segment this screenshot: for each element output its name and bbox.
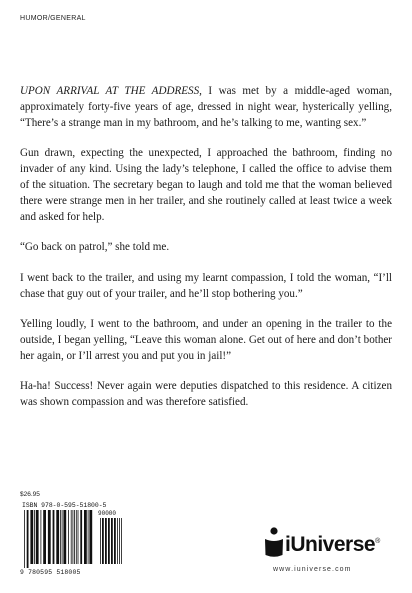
story-lead-phrase: UPON ARRIVAL AT THE ADDRESS,: [20, 85, 202, 97]
barcode-icon: [18, 510, 126, 570]
barcode-bar: [71, 510, 72, 564]
barcode-bar: [89, 510, 92, 564]
barcode-addon-bar: [105, 518, 107, 564]
barcode-bar: [34, 510, 35, 564]
story-paragraph-1-text: I was met by a middle-aged woman, approximately forty-five years of age, dressed in night wear, hysterically yelling, “There’s a strange man in my bathroom, and he’s talking to me, wanting sex.”: [20, 85, 392, 129]
barcode-bar: [41, 510, 42, 564]
barcode-addon-bar: [117, 518, 118, 564]
barcode-addon-bar: [102, 518, 104, 564]
barcode-bar: [43, 510, 46, 564]
registered-mark-icon: ®: [375, 538, 380, 545]
barcode-bar: [53, 510, 55, 564]
isbn-number: ISBN 978-0-595-51800-5: [22, 502, 107, 509]
barcode-addon-bar: [100, 518, 101, 564]
story-paragraph-4: I went back to the trailer, and using my learnt compassion, I told the woman, “I’ll chase that guy out of your trailer, and he’ll stop bothering you.”: [20, 271, 392, 300]
barcode-bar: [84, 510, 87, 564]
story-paragraph-6: Ha-ha! Success! Never again were deputies dispatched to this residence. A citizen was shown compassion and was therefore satisfied.: [20, 380, 392, 409]
genre-label: HUMOR/GENERAL: [20, 15, 86, 22]
barcode-bar: [60, 510, 61, 564]
barcode-addon-bar: [111, 518, 113, 564]
barcode-bar: [27, 510, 29, 568]
barcode-bar: [63, 510, 66, 564]
barcode-addon-bar: [114, 518, 116, 564]
barcode-bar: [56, 510, 59, 564]
barcode-bar: [78, 510, 79, 564]
barcode-bar: [88, 510, 89, 564]
barcode-addon-number: 90000: [98, 510, 117, 517]
barcode-addon-bar: [121, 518, 122, 564]
publisher-name: [285, 533, 380, 557]
barcode-bar: [48, 510, 51, 564]
publisher-logo: [262, 520, 402, 580]
story-paragraph-3: “Go back on patrol,” she told me.: [20, 241, 170, 254]
barcode-bar: [36, 510, 39, 564]
story-paragraph-1: [20, 84, 392, 132]
story-paragraph-5: Yelling loudly, I went to the bathroom, and under an opening in the trailer to the outside, I began yelling, “Leave this woman alone. Get out of here and don’t bother her again, or I’ll arrest you and put you in jail!”: [20, 317, 392, 362]
barcode-bar: [62, 510, 63, 564]
publisher-name-text: iUniverse: [285, 533, 376, 556]
isbn-barcode: [18, 500, 126, 578]
barcode-bar: [30, 510, 33, 564]
barcode-bar: [68, 510, 69, 564]
barcode-bar: [80, 510, 82, 564]
price-label: $26.95: [20, 491, 40, 498]
barcode-bar: [74, 510, 75, 564]
back-cover-story: [20, 84, 392, 426]
publisher-url: www.iuniverse.com: [273, 566, 352, 573]
iuniverse-mark-icon: [262, 520, 286, 562]
barcode-bar: [76, 510, 77, 564]
barcode-addon-bar: [119, 518, 120, 564]
barcode-bar: [73, 510, 74, 564]
barcode-digits: 9 780595 518005: [20, 569, 81, 576]
barcode-bar: [24, 510, 25, 568]
story-paragraph-2: Gun drawn, expecting the unexpected, I approached the bathroom, finding no invader of any kind. Using the lady’s telephone, I called the office to advise them of the situation. The secretary began to laugh and told me that the woman believed there were strange men in her trailer, and she routinely called at least twice a week and asked for help.: [20, 147, 392, 223]
barcode-addon-bar: [108, 518, 110, 564]
